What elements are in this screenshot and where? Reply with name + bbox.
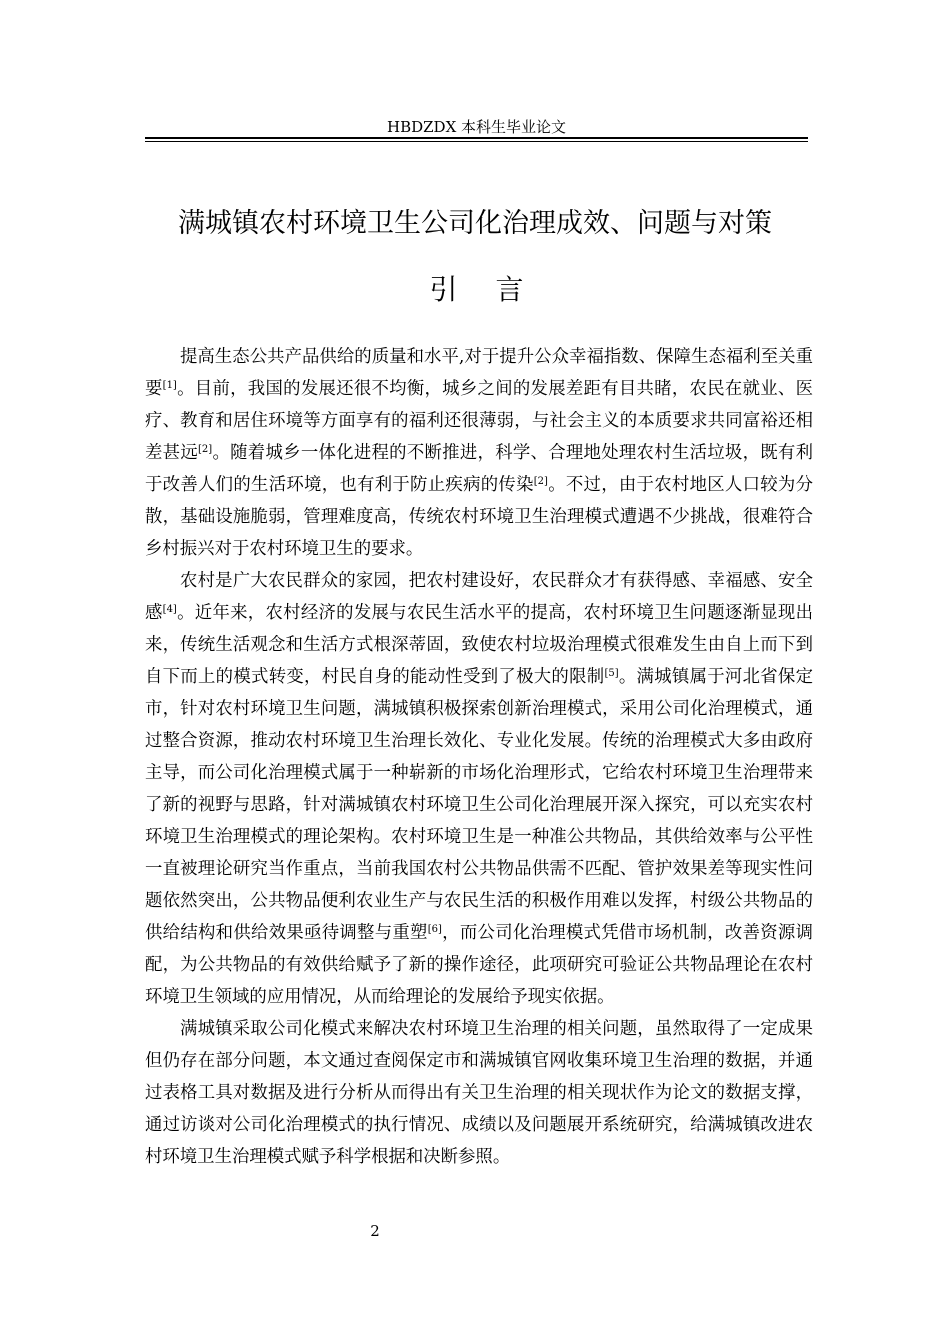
header-rule-thick: [145, 137, 808, 139]
section-heading-char: 言: [495, 273, 524, 306]
body-text: [145, 341, 813, 1173]
paragraph-1: 提高生态公共产品供给的质量和水平,对于提升公众幸福指数、保障生态福利至关重要[1]。目前，我国的发展还很不均衡，城乡之间的发展差距有目共睹，农民在就业、医疗、教育和居住环境等方面享有的福利还很薄弱，与社会主义的本质要求共同富裕还相差甚远[2]。随着城乡一体化进程的不断推进，科学、合理地处理农村生活垃圾，既有利于改善人们的生活环境，也有利于防止疾病的传染[2]。不过，由于农村地区人口较为分散，基础设施脆弱，管理难度高，传统农村环境卫生治理模式遭遇不少挑战，很难符合乡村振兴对于农村环境卫生的要求。: [145, 347, 813, 559]
page-number: 2: [370, 1222, 380, 1240]
citation-ref: [5]: [604, 668, 619, 679]
paragraph-2: 农村是广大农民群众的家园，把农村建设好，农民群众才有获得感、幸福感、安全感[4]。近年来，农村经济的发展与农民生活水平的提高，农村环境卫生问题逐渐显现出来，传统生活观念和生活方式根深蒂固，致使农村垃圾治理模式很难发生由自上而下到自下而上的模式转变，村民自身的能动性受到了极大的限制[5]。满城镇属于河北省保定市，针对农村环境卫生问题，满城镇积极探索创新治理模式，采用公司化治理模式，通过整合资源，推动农村环境卫生治理长效化、专业化发展。传统的治理模式大多由政府主导，而公司化治理模式属于一种崭新的市场化治理形式，它给农村环境卫生治理带来了新的视野与思路，针对满城镇农村环境卫生公司化治理展开深入探究，可以充实农村环境卫生治理模式的理论架构。农村环境卫生是一种准公共物品，其供给效率与公平性一直被理论研究当作重点，当前我国农村公共物品供需不匹配、管护效果差等现实性问题依然突出，公共物品便利农业生产与农民生活的积极作用难以发挥，村级公共物品的供给结构和供给效果亟待调整与重塑[6]，而公司化治理模式凭借市场机制，改善资源调配，为公共物品的有效供给赋予了新的操作途径，此项研究可验证公共物品理论在农村环境卫生领域的应用情况，从而给理论的发展给予现实依据。: [145, 571, 813, 1007]
citation-ref: [2]: [533, 476, 548, 487]
paper-title: 满城镇农村环境卫生公司化治理成效、问题与对策: [178, 208, 772, 240]
paragraph-3: 满城镇采取公司化模式来解决农村环境卫生治理的相关问题，虽然取得了一定成果但仍存在部分问题，本文通过查阅保定市和满城镇官网收集环境卫生治理的数据，并通过表格工具对数据及进行分析从而得出有关卫生治理的相关现状作为论文的数据支撑，通过访谈对公司化治理模式的执行情况、成绩以及问题展开系统研究，给满城镇改进农村环境卫生治理模式赋予科学根据和决断参照。: [145, 1019, 813, 1167]
section-heading-char: 引: [429, 273, 458, 306]
citation-ref: [2]: [198, 444, 213, 455]
citation-ref: [6]: [427, 924, 442, 935]
running-header: HBDZDX 本科生毕业论文: [386, 118, 567, 136]
citation-ref: [4]: [162, 604, 177, 615]
section-heading-introduction: [145, 270, 808, 310]
citation-ref: [1]: [162, 380, 177, 391]
header-rule-thin: [145, 141, 808, 142]
